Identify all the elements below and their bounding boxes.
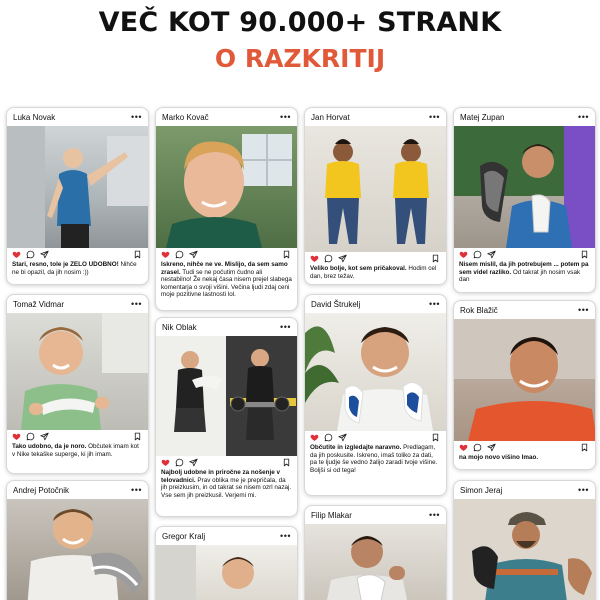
post-caption bbox=[156, 261, 297, 303]
post-username[interactable]: Gregor Kralj bbox=[162, 531, 206, 541]
post-actions bbox=[305, 431, 446, 444]
bookmark-icon[interactable] bbox=[282, 250, 291, 259]
bookmark-icon[interactable] bbox=[133, 432, 142, 441]
post-username[interactable]: Matej Zupan bbox=[460, 112, 505, 122]
post-photo bbox=[305, 126, 447, 252]
post-username[interactable]: Andrej Potočnik bbox=[13, 485, 70, 495]
like-heart-icon[interactable] bbox=[310, 433, 319, 442]
post-card bbox=[304, 294, 447, 496]
post-caption-text: Tudi se ne počutim čudno ali nestabilno! Že nekaj časa nisem prejel slabega komentarja o svoji višini. Večina ljudi zdaj ceni moje pozitivne lastnosti lol. bbox=[161, 268, 292, 299]
more-options-icon[interactable]: ••• bbox=[578, 112, 589, 122]
post-actions bbox=[156, 248, 297, 261]
like-heart-icon[interactable] bbox=[459, 250, 468, 259]
post-caption bbox=[156, 469, 297, 503]
post-actions bbox=[454, 248, 595, 261]
like-heart-icon[interactable] bbox=[12, 432, 21, 441]
post-username[interactable]: Luka Novak bbox=[13, 112, 56, 122]
post-card bbox=[6, 294, 149, 474]
post-caption-bold: Najbolj udobne in priročne za nošenje v telovadnici. bbox=[161, 469, 280, 484]
post-photo bbox=[454, 126, 596, 248]
post-caption-text: Hodim cel dan, brez težav. bbox=[310, 265, 437, 280]
more-options-icon[interactable]: ••• bbox=[429, 299, 440, 309]
headline-title: VEČ KOT 90.000+ STRANK bbox=[98, 7, 502, 38]
post-actions bbox=[305, 252, 446, 265]
post-caption-bold: Nisem mislil, da jih potrebujem ... potem pa sem videl razliko. bbox=[459, 261, 589, 276]
post-photo bbox=[7, 313, 149, 430]
post-caption-text: Nihče ne bi opazil, da jih nosim :)) bbox=[12, 261, 137, 276]
share-send-icon[interactable] bbox=[40, 250, 49, 259]
more-options-icon[interactable]: ••• bbox=[280, 112, 291, 122]
share-send-icon[interactable] bbox=[338, 254, 347, 263]
more-options-icon[interactable]: ••• bbox=[131, 112, 142, 122]
post-username[interactable]: Nik Oblak bbox=[162, 322, 197, 332]
post-actions bbox=[454, 441, 595, 454]
bookmark-icon[interactable] bbox=[282, 458, 291, 467]
post-username[interactable]: Filip Mlakar bbox=[311, 510, 352, 520]
post-photo bbox=[454, 319, 596, 441]
post-card bbox=[6, 480, 149, 600]
share-send-icon[interactable] bbox=[487, 443, 496, 452]
comment-icon[interactable] bbox=[175, 250, 184, 259]
comment-icon[interactable] bbox=[324, 433, 333, 442]
headline-subtitle: O RAZKRITIJ bbox=[214, 44, 386, 73]
share-send-icon[interactable] bbox=[338, 433, 347, 442]
post-photo bbox=[156, 126, 298, 248]
post-caption bbox=[454, 261, 595, 288]
like-heart-icon[interactable] bbox=[12, 250, 21, 259]
post-username[interactable]: Simon Jeraj bbox=[460, 485, 503, 495]
share-send-icon[interactable] bbox=[487, 250, 496, 259]
more-options-icon[interactable]: ••• bbox=[131, 299, 142, 309]
post-card bbox=[155, 107, 298, 311]
more-options-icon[interactable]: ••• bbox=[578, 305, 589, 315]
post-photo bbox=[305, 524, 447, 600]
post-photo bbox=[156, 336, 298, 456]
post-actions bbox=[7, 248, 148, 261]
more-options-icon[interactable]: ••• bbox=[578, 485, 589, 495]
bookmark-icon[interactable] bbox=[133, 250, 142, 259]
more-options-icon[interactable]: ••• bbox=[280, 531, 291, 541]
post-username[interactable]: Tomaž Vidmar bbox=[13, 299, 64, 309]
like-heart-icon[interactable] bbox=[310, 254, 319, 263]
post-card bbox=[155, 317, 298, 517]
share-send-icon[interactable] bbox=[189, 250, 198, 259]
post-username[interactable]: Jan Horvat bbox=[311, 112, 350, 122]
post-photo bbox=[7, 126, 149, 248]
post-caption-bold: Veliko bolje, kot sem pričakoval. bbox=[310, 265, 407, 272]
comment-icon[interactable] bbox=[324, 254, 333, 263]
post-caption bbox=[7, 443, 148, 462]
post-photo bbox=[305, 313, 447, 431]
post-caption bbox=[7, 261, 148, 280]
bookmark-icon[interactable] bbox=[580, 443, 589, 452]
post-username[interactable]: Marko Kovač bbox=[162, 112, 209, 122]
more-options-icon[interactable]: ••• bbox=[280, 322, 291, 332]
post-caption-text: Od takrat jih nosim vsak dan bbox=[459, 268, 581, 284]
like-heart-icon[interactable] bbox=[161, 458, 170, 467]
post-caption-bold: na mojo novo višino lmao. bbox=[459, 454, 539, 461]
like-heart-icon[interactable] bbox=[459, 443, 468, 452]
post-card bbox=[453, 480, 596, 600]
post-username[interactable]: Rok Blažič bbox=[460, 305, 498, 315]
post-caption-bold: Tako udobno, da je noro. bbox=[12, 443, 87, 450]
bookmark-icon[interactable] bbox=[431, 433, 440, 442]
post-caption-bold: Stari, resno, tole je ZELO UDOBNO! bbox=[12, 261, 119, 268]
post-caption-bold: Iskreno, nihče ne ve. Mislijo, da sem samo zrasel. bbox=[161, 261, 288, 276]
comment-icon[interactable] bbox=[175, 458, 184, 467]
post-actions bbox=[156, 456, 297, 469]
more-options-icon[interactable]: ••• bbox=[131, 485, 142, 495]
post-card bbox=[304, 107, 447, 285]
post-username[interactable]: David Štrukelj bbox=[311, 299, 361, 309]
comment-icon[interactable] bbox=[26, 250, 35, 259]
comment-icon[interactable] bbox=[473, 443, 482, 452]
like-heart-icon[interactable] bbox=[161, 250, 170, 259]
more-options-icon[interactable]: ••• bbox=[429, 112, 440, 122]
headline bbox=[0, 6, 600, 74]
comment-icon[interactable] bbox=[26, 432, 35, 441]
bookmark-icon[interactable] bbox=[580, 250, 589, 259]
post-caption-bold: Občutite in izgledajte naravno. bbox=[310, 444, 402, 451]
post-photo bbox=[7, 499, 149, 600]
post-card bbox=[6, 107, 149, 285]
post-photo bbox=[454, 499, 596, 600]
post-caption-text: Prav oblika me je prepričala, da jih preizkusim, in od takrat se nisem ozrl nazaj. Vse sem jih preizkusil. Verjemi mi. bbox=[161, 476, 292, 499]
post-caption-text: Predlagam, da jih poskusite. Iskreno, imaš toliko za dati, pa te ljudje še vedno žalijo zaradi tvoje višine. Boljši si od tega! bbox=[310, 444, 438, 474]
share-send-icon[interactable] bbox=[189, 458, 198, 467]
comment-icon[interactable] bbox=[473, 250, 482, 259]
post-card bbox=[453, 300, 596, 470]
bookmark-icon[interactable] bbox=[431, 254, 440, 263]
post-caption bbox=[305, 265, 446, 284]
post-card bbox=[304, 505, 447, 600]
post-caption bbox=[305, 444, 446, 478]
post-photo bbox=[156, 545, 298, 600]
share-send-icon[interactable] bbox=[40, 432, 49, 441]
post-caption-text: Občutek imam kot v Nike tekaške superge, ki jih imam. bbox=[12, 443, 139, 458]
post-actions bbox=[7, 430, 148, 443]
post-card bbox=[155, 526, 298, 600]
more-options-icon[interactable]: ••• bbox=[429, 510, 440, 520]
post-card bbox=[453, 107, 596, 293]
post-caption bbox=[454, 454, 595, 466]
